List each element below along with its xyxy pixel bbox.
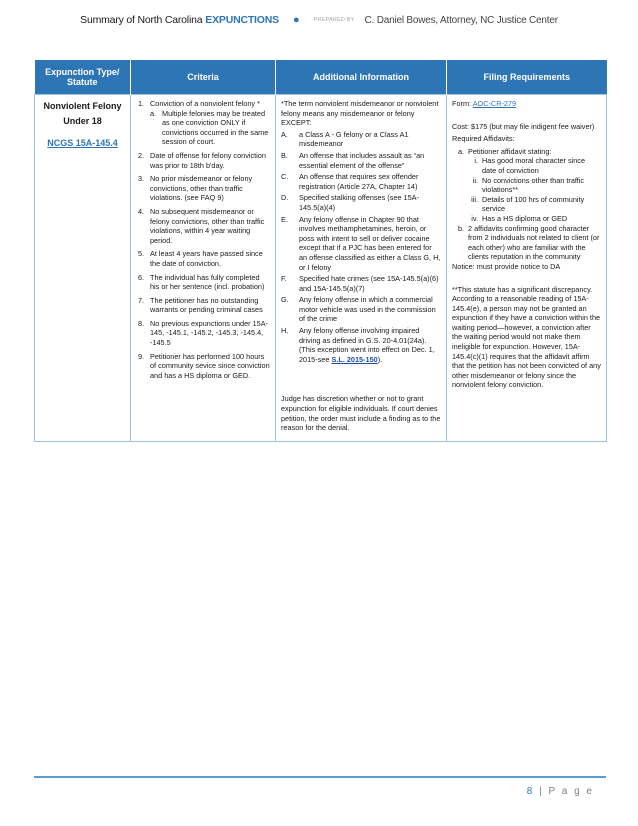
info-intro: *The term nonviolent misdemeanor or nonviolent felony means any misdemeanor or felony EXCEPT: [281,99,439,128]
cost-line: Cost: $175 (but may file indigent fee waiver) [452,121,595,131]
header-additional-info: Additional Information [276,60,447,95]
list-item: 8. No previous expunctions under 15A-145, -145.1, -145.2, -145.3, -145.4, -145.5 [138,318,269,348]
form-link[interactable]: AOC-CR-279 [472,99,517,108]
list-item: 1. Conviction of a nonviolent felony * a. Multiple felonies may be treated as one conviction ONLY if convictions occurred in the same session of court. [138,99,269,147]
list-item: 3. No prior misdemeanor or felony convictions, other than traffic violations. (see FAQ 9) [138,174,253,203]
filing-requirements-cell [447,95,607,442]
list-item: a. Petitioner affidavit stating: [458,146,552,156]
list-item: C. An offense that requires sex offender registration (Article 27A, Chapter 14) [281,172,419,191]
list-item: 7. The petitioner has no outstanding warrants or pending criminal cases [138,295,263,315]
prepared-by-label: PREPARED BY [313,17,355,23]
sub-list-item: a. Multiple felonies may be treated as one conviction ONLY if convictions occurred in the same session of court. [150,108,269,147]
header-filing: Filing Requirements [447,60,607,95]
expunction-table [34,60,607,442]
page-header [0,12,638,28]
list-item: F. Specified hate crimes (see 15A-145.5(a)(6) and 15A-145.5(a)(7) [281,274,439,293]
list-item: iii. Details of 100 hrs of community service [471,194,585,214]
list-item: G. Any felony offense in which a commercial motor vehicle was used in the commission of the crime [281,295,436,324]
list-item: iv. Has a HS diploma or GED [471,213,568,223]
list-item: D. Specified stalking offenses (see 15A-145.5(a)(4) [281,193,419,212]
type-cell [35,95,131,442]
page-footer [527,786,594,797]
page-label: P a g e [548,786,594,797]
list-item: ii. No convictions other than traffic violations** [472,175,585,195]
header-type: Expunction Type/ Statute [35,60,131,95]
list-item: i. Has good moral character since date of conviction [474,156,586,175]
expunction-type: Nonviolent Felony Under 18 [43,101,122,126]
judge-discretion-note: Judge has discretion whether or not to grant expunction for eligible individuals. If court denies petition, the order must include a finding as to the reason for the denial. [281,394,441,433]
list-item: 9. Petitioner has performed 100 hours of community sevice since conviction and has a HS diploma or GED. [138,351,270,380]
additional-info-cell [276,95,447,442]
list-item: H. Any felony offense involving impaired driving as defined in G.S. 20-4.01(24a). (This exception went into effect on Dec. 1, 2015-see S.L. 2015-150). [281,326,435,364]
footer-separator: | [534,786,549,797]
criteria-cell [131,95,276,442]
footer-divider [34,776,606,778]
affidavits-label: Required Affidavits: [452,134,515,144]
list-item: 2. Date of offense for felony conviction was prior to 18th b'day. [138,150,266,170]
table-row [35,95,607,442]
session-law-link[interactable]: S.L. 2015-150 [331,354,378,364]
list-item: 4. No subsequent misdemeanor or felony convictions, other than traffic violations, within 4 year waiting period. [138,206,265,245]
header-title: Summary of North Carolina EXPUNCTIONS [80,14,279,26]
table-header-row [35,60,607,95]
list-item: 5. At least 4 years have passed since the date of conviction. [138,249,263,268]
list-item: 6. The individual has fully completed his or her sentence (incl. probation) [138,272,265,292]
notice-line: Notice: must provide notice to DA [452,261,561,271]
statute-link[interactable]: NCGS 15A-145.4 [47,138,118,148]
header-criteria: Criteria [131,60,276,95]
list-item: E. Any felony offense in Chapter 90 that involves methamphetamines, heroin, or poss with intent to sell or deliver cocaine except that if a PJC has been entered for an offense classified as either a Class G, H, or I felony [281,214,441,272]
criteria-list [136,99,270,380]
list-item: b. 2 affidavits confirming good character from 2 individuals not related to client (or each other) who are familiar with the clients reputation in the community [458,223,600,262]
header-bullet-icon: ● [292,14,300,26]
list-item: B. An offense that includes assault as “an essential element of the offense” [281,150,425,170]
list-item: A. a Class A - G felony or a Class A1 misdemeanor [281,129,409,149]
discrepancy-note: **This statute has a significant discrepancy. According to a reasonable reading of 15A-145.4(e), a person may not be granted an expunction if they have a conviction within the waiting period—however, a conviction after the waiting period would not make them ineligible for expunction. However, 15A-145.4(c)(1) requires that the affidavit affirm that the petition has not been convicted of any other misdemeanor or felony since the nonviolent felony conviction. [452,284,601,390]
form-line: Form: AOC-CR-279 [452,99,517,108]
header-author: C. Daniel Bowes, Attorney, NC Justice Center [364,14,558,26]
page-number: 8 [526,786,535,797]
